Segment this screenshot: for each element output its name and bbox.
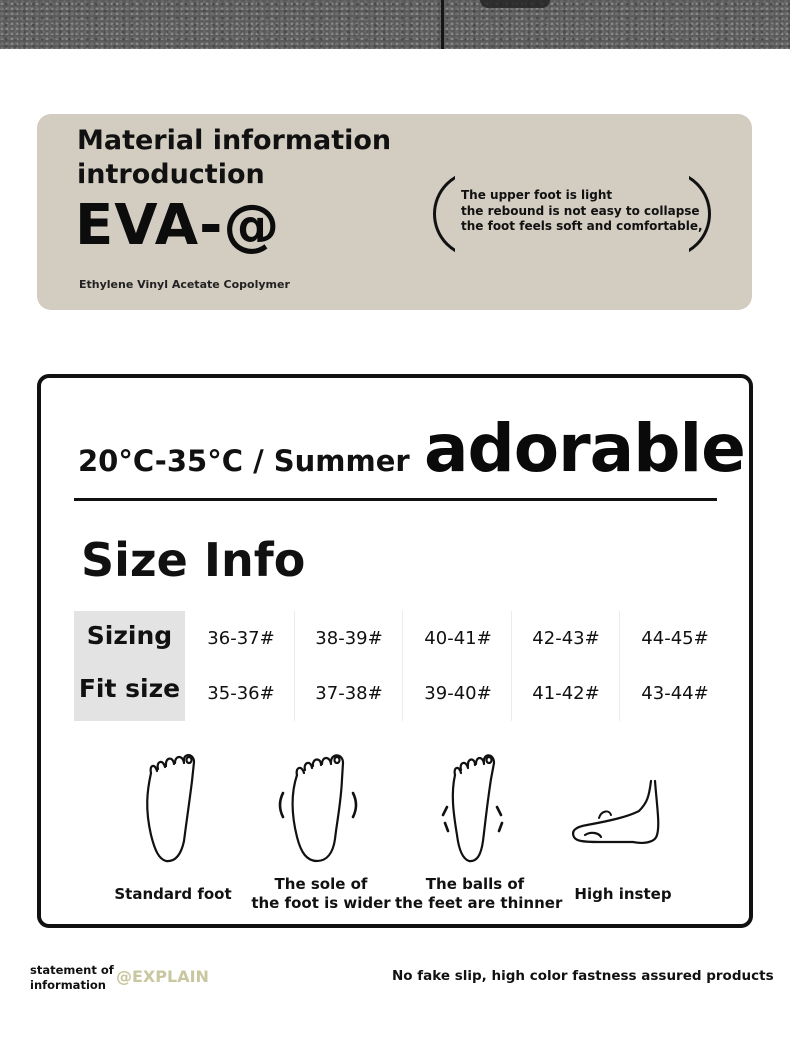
foot-caption-line: Standard foot (114, 885, 232, 903)
sizing-value: 36-37# (207, 628, 275, 649)
size-column (295, 611, 403, 721)
size-column (187, 611, 295, 721)
material-features (461, 188, 703, 235)
size-info-heading: Size Info (81, 533, 306, 587)
foot-caption (543, 885, 703, 904)
foot-type-standard (93, 751, 253, 911)
statement-line: statement of (30, 963, 114, 977)
photo-strap-line (441, 0, 444, 49)
size-table (74, 611, 726, 721)
foot-caption (395, 875, 563, 913)
fit-size-value: 39-40# (424, 683, 492, 704)
photo-shadow (480, 0, 550, 8)
sizing-value: 40-41# (424, 628, 492, 649)
foot-caption-line: The sole of (274, 875, 368, 893)
foot-caption-line: the foot is wider (251, 894, 391, 912)
size-table-row-labels (74, 611, 185, 721)
sizing-value: 42-43# (532, 628, 600, 649)
right-parenthesis-icon (689, 170, 711, 258)
feature-line: The upper foot is light (461, 188, 613, 202)
foot-caption-line: High instep (574, 885, 672, 903)
fit-size-value: 35-36# (207, 683, 275, 704)
statement-line: information (30, 978, 106, 992)
fit-size-value: 43-44# (641, 683, 709, 704)
row-label-fit-size: Fit size (78, 674, 181, 703)
fit-size-value: 41-42# (532, 683, 600, 704)
thin-balls-foot-icon (395, 751, 555, 871)
row-label-sizing: Sizing (86, 621, 173, 650)
size-column (512, 611, 620, 721)
explain-tag: @EXPLAIN (116, 967, 209, 986)
fit-size-value: 37-38# (315, 683, 383, 704)
material-title-line2: introduction (77, 159, 265, 190)
size-info-card (37, 374, 753, 928)
sizing-value: 38-39# (315, 628, 383, 649)
foot-type-wide-sole (241, 751, 401, 911)
material-title-line1: Material information (77, 125, 392, 156)
brand-logo: adorable (424, 410, 745, 487)
foot-caption-line: the feet are thinner (395, 894, 563, 912)
foot-caption-line: The balls of (425, 875, 525, 893)
feature-line: the foot feels soft and comfortable, (461, 219, 703, 233)
size-column (404, 611, 512, 721)
foot-type-thin-balls (395, 751, 563, 912)
material-name: EVA-@ (75, 193, 281, 258)
chemical-name: Ethylene Vinyl Acetate Copolymer (79, 278, 290, 291)
sizing-value: 44-45# (641, 628, 709, 649)
left-parenthesis-icon (433, 170, 455, 258)
material-title (77, 124, 391, 192)
foot-caption (241, 875, 401, 913)
product-tagline: No fake slip, high color fastness assured products (392, 968, 774, 984)
product-photo-strip (0, 0, 790, 49)
wide-sole-foot-icon (241, 751, 401, 871)
standard-foot-icon (93, 751, 253, 871)
high-instep-foot-icon (543, 751, 703, 871)
foot-caption (93, 885, 253, 904)
foot-type-high-instep (543, 751, 703, 911)
size-column (621, 611, 729, 721)
material-info-card (37, 114, 752, 310)
feature-line: the rebound is not easy to collapse (461, 203, 700, 218)
divider (74, 498, 717, 501)
temperature-season: 20°C-35°C / Summer (78, 444, 410, 478)
statement-of-information (30, 963, 114, 993)
